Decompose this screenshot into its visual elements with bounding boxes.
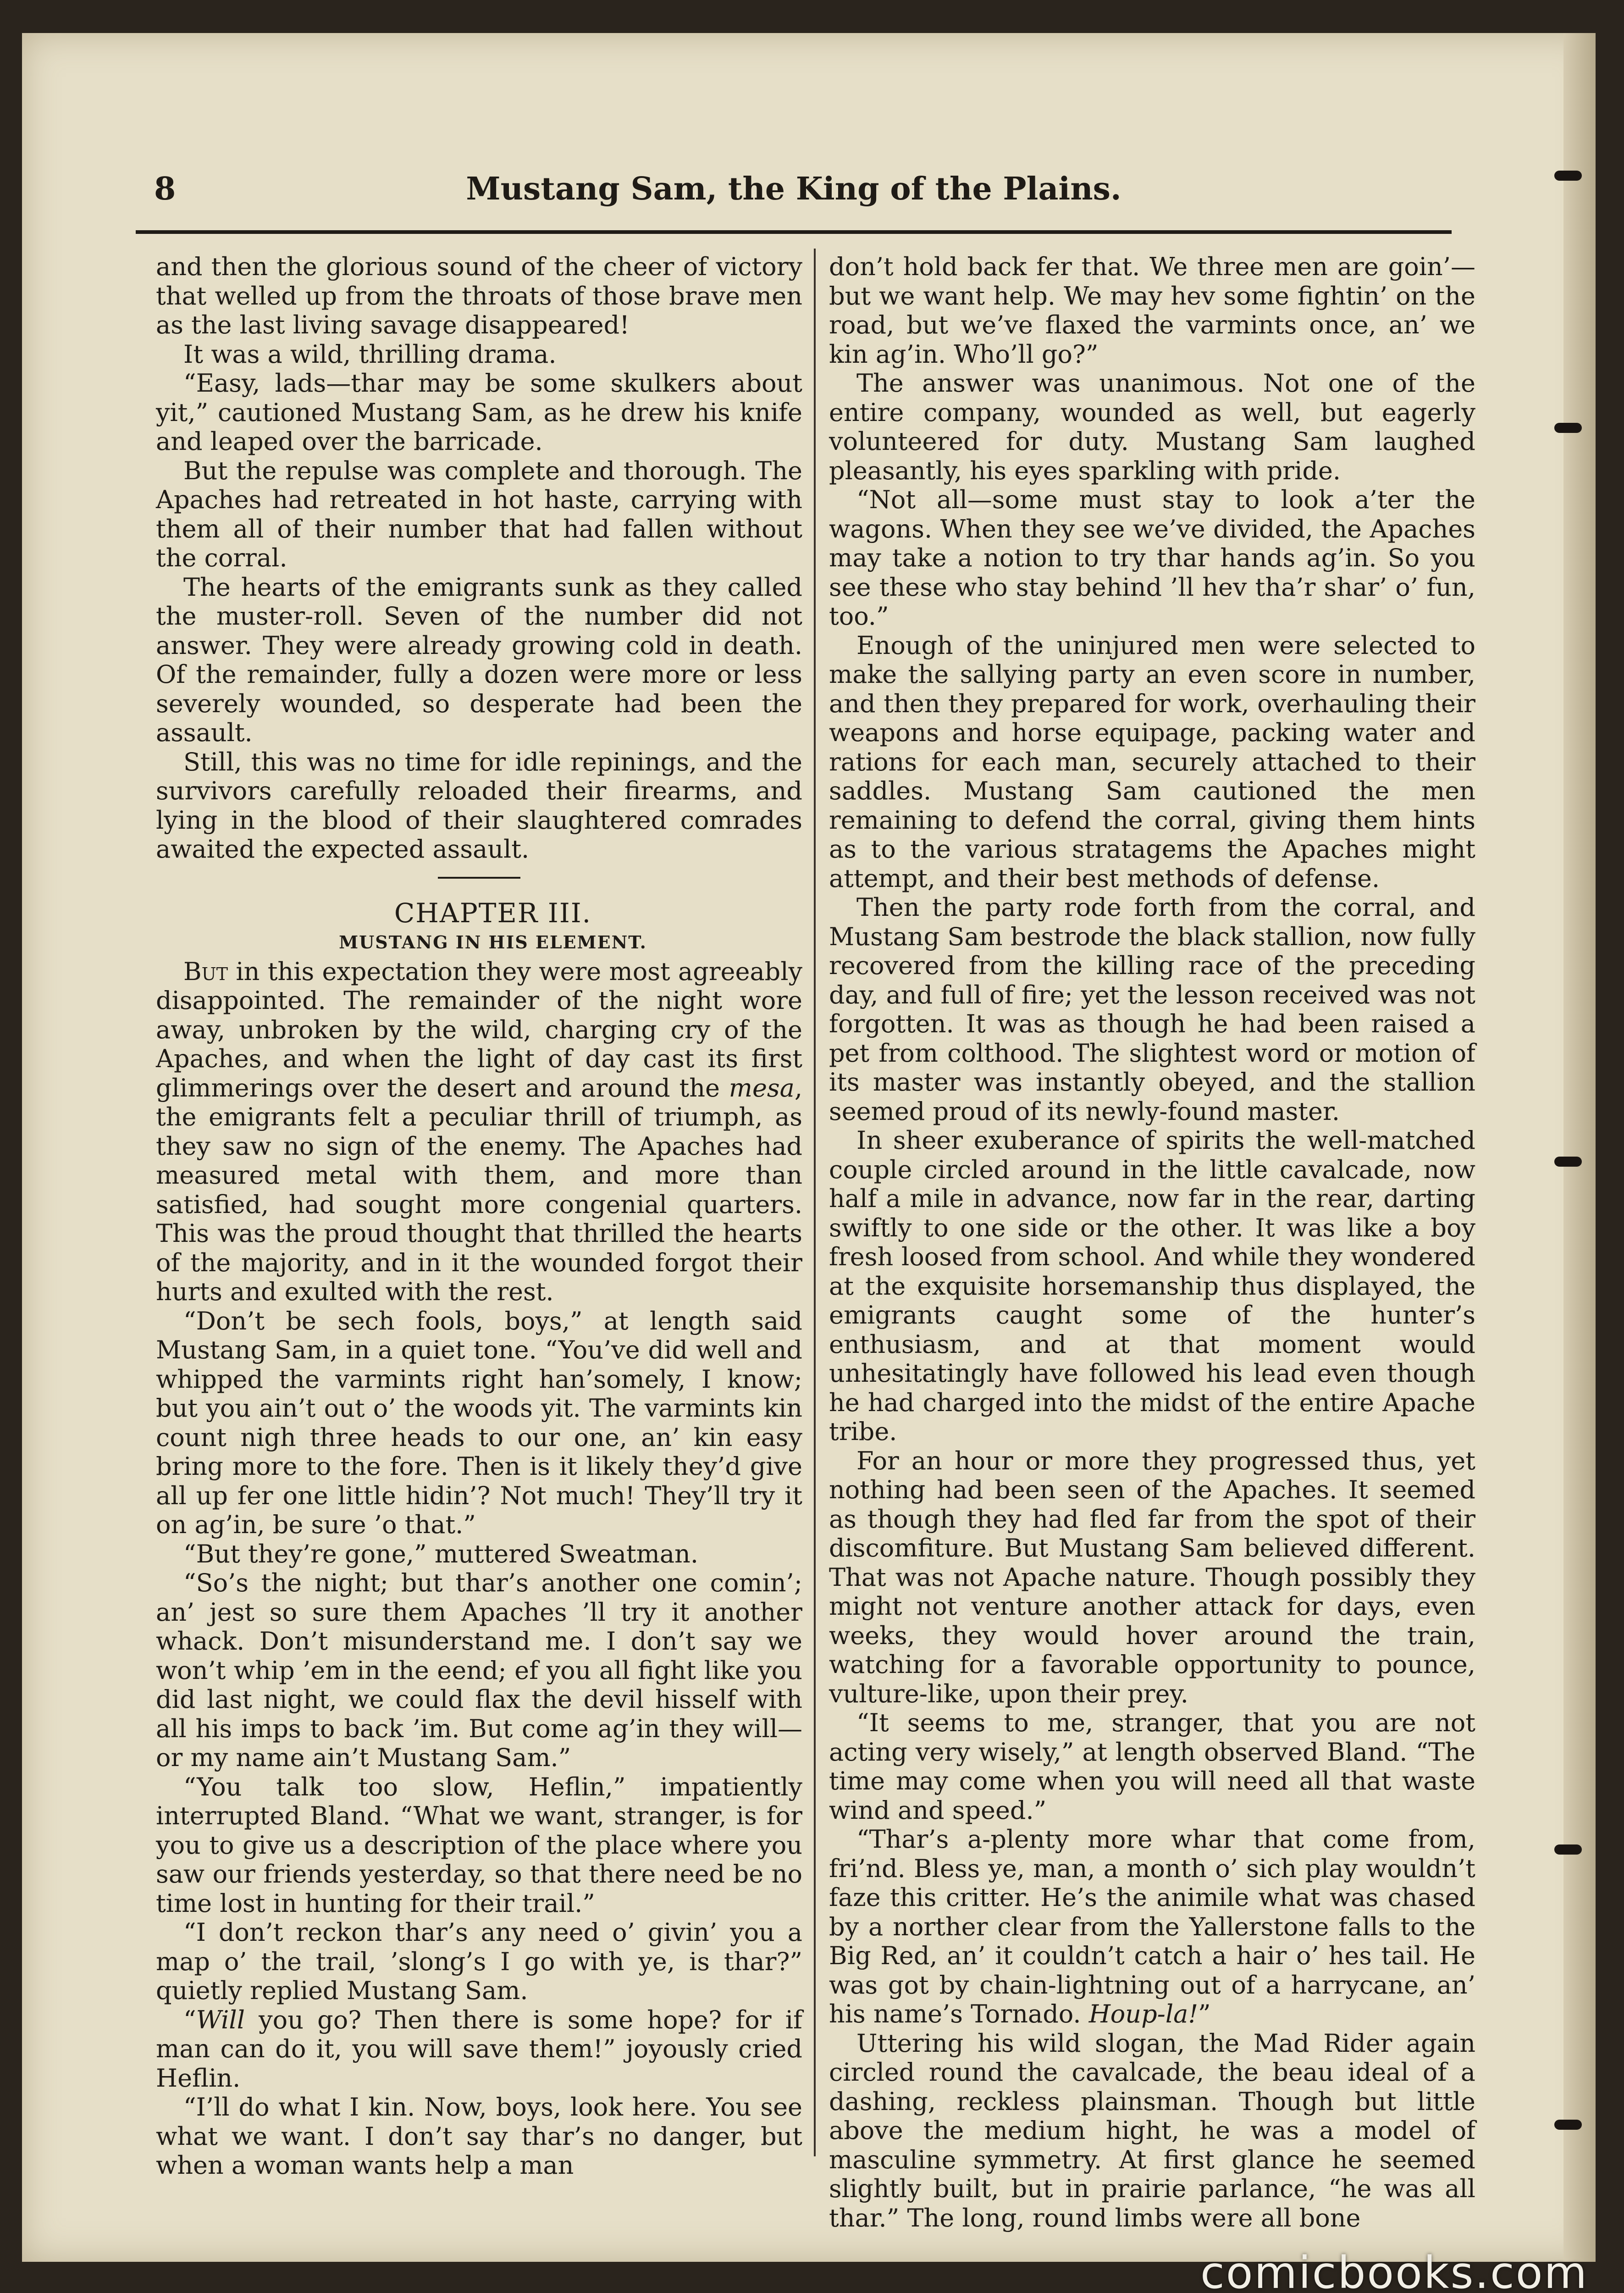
paragraph: “I’ll do what I kin. Now, boys, look here. You see what we want. I don’t say thar’s no danger, but when a woman wants help a man <box>156 2093 802 2180</box>
binding-hole-icon <box>1554 1844 1582 1855</box>
binding-hole-icon <box>1554 423 1582 433</box>
chapter-separator <box>438 877 520 879</box>
paragraph: But the repulse was complete and thorough. The Apaches had retreated in hot haste, carrying with them all of their number that had fallen without the corral. <box>156 456 802 572</box>
paragraph: “I don’t reckon thar’s any need o’ givin’ you a map o’ the trail, ’slong’s I go with ye, is thar?” quietly replied Mustang Sam. <box>156 1918 802 2005</box>
chapter-subtitle: MUSTANG IN HIS ELEMENT. <box>339 932 647 953</box>
paragraph: In sheer exuberance of spirits the well-matched couple circled around in the little cavalcade, now half a mile in advance, now far in the rear, darting swiftly to one side or the other. It was like a boy fresh loosed from school. And while they wondered at the exquisite horsemanship thus displayed, the emigrants caught some of the hunter’s enthusiasm, and at that moment would unhesitatingly have followed his lead even though he had charged into the midst of the entire Apache tribe. <box>829 1126 1475 1446</box>
italic-word: mesa <box>729 1073 795 1102</box>
paragraph: “So’s the night; but thar’s another one comin’; an’ jest so sure them Apaches ’ll try it another whack. Don’t misunderstand me. I don’t say we won’t whip ’em in the eend; ef you all fight like you did last night, we could flax the devil hisself with all his imps to back ’im. But come ag’in they will—or my name ain’t Mustang Sam.” <box>156 1568 802 1772</box>
paragraph: The answer was unanimous. Not one of the entire company, wounded as well, but eagerly volunteered for duty. Mustang Sam laughed pleasantly, his eyes sparkling with pride. <box>829 369 1475 485</box>
paragraph: “Don’t be sech fools, boys,” at length said Mustang Sam, in a quiet tone. “You’ve did well and whipped the varmints right han’somely, I know; but you ain’t out o’ the woods yit. The varmints kin count nigh three heads to our one, an’ kin easy bring more to the fore. Then is it likely they’d give all up fer one little hidin’? Not much! They’ll try it on ag’in, be sure ’o that.” <box>156 1306 802 1539</box>
paragraph: Enough of the uninjured men were selected to make the sallying party an even score in number, and then they prepared for work, overhauling their weapons and horse equipage, packing water and rations for each man, securely attached to their saddles. Mustang Sam cautioned the men remaining to defend the corral, giving them hints as to the various stratagems the Apaches might attempt, and their best methods of defense. <box>829 631 1475 893</box>
paragraph: and then the glorious sound of the cheer of victory that welled up from the throats of those brave men as the last living savage disappeared! <box>156 252 802 339</box>
left-column <box>156 252 802 2180</box>
magazine-page <box>22 33 1596 2262</box>
watermark: comicbooks.com <box>1200 2247 1588 2293</box>
paragraph: Then the party rode forth from the corral, and Mustang Sam bestrode the black stallion, now fully recovered from the killing race of the preceding day, and full of fire; yet the lesson received was not forgotten. It was as though he had been raised a pet from colthood. The slightest word or motion of its master was instantly obeyed, and the stallion seemed proud of its newly-found master. <box>829 893 1475 1126</box>
paragraph: For an hour or more they progressed thus, yet nothing had been seen of the Apaches. It seemed as though they had fled far from the spot of their discomfiture. But Mustang Sam believed different. That was not Apache nature. Though possibly they might not venture another attack for days, even weeks, they would hover around the train, watching for a favorable opportunity to pounce, vulture-like, upon their prey. <box>829 1446 1475 1708</box>
paragraph: “Will you go? Then there is some hope? for if man can do it, you will save them!” joyously cried Heflin. <box>156 2005 802 2093</box>
page-spine-edge <box>1563 33 1596 2262</box>
drop-word: But <box>183 957 228 986</box>
paragraph: Uttering his wild slogan, the Mad Rider again circled round the cavalcade, the beau ideal of a dashing, reckless plainsman. Though but little above the medium hight, he was a model of masculine symmetry. At first glance he seemed slightly built, but in prairie parlance, “he was all thar.” The long, round limbs were all bone <box>829 2028 1475 2232</box>
right-column <box>829 252 1475 2232</box>
paragraph: “But they’re gone,” muttered Sweatman. <box>183 1539 698 1568</box>
paragraph: But in this expectation they were most agreeably disappointed. The remainder of the night wore away, unbroken by the wild, charging cry of the Apaches, and when the light of day cast its first glimmerings over the desert and around the mesa, the emigrants felt a peculiar thrill of triumph, as they saw no sign of the enemy. The Apaches had measured metal with them, and more than satisfied, had sought more congenial quarters. This was the proud thought that thrilled the hearts of the majority, and in it the wounded forgot their hurts and exulted with the rest. <box>156 957 802 1306</box>
paragraph: Still, this was no time for idle repinings, and the survivors carefully reloaded their firearms, and lying in the blood of their slaughtered comrades awaited the expected assault. <box>156 747 802 864</box>
italic-word: Houp-la! <box>1088 1999 1199 2028</box>
paragraph: “You talk too slow, Heflin,” impatiently interrupted Bland. “What we want, stranger, is for you to give us a description of the place where you saw our friends yesterday, so that there need be no time lost in hunting for their trail.” <box>156 1772 802 1918</box>
binding-hole-icon <box>1554 2120 1582 2130</box>
header-rule <box>136 230 1452 234</box>
paragraph: “Easy, lads—thar may be some skulkers about yit,” cautioned Mustang Sam, as he drew his knife and leaped over the barricade. <box>156 369 802 456</box>
binding-hole-icon <box>1554 171 1582 181</box>
page-number: 8 <box>154 171 176 207</box>
paragraph: The hearts of the emigrants sunk as they called the muster-roll. Seven of the number did not answer. They were already growing cold in death. Of the remainder, fully a dozen were more or less severely wounded, so desperate had been the assault. <box>156 572 802 747</box>
chapter-title: CHAPTER III. <box>394 897 592 929</box>
paragraph: don’t hold back fer that. We three men are goin’—but we want help. We may hev some fightin’ on the road, but we’ve flaxed the varmints once, an’ we kin ag’in. Who’ll go?” <box>829 252 1475 369</box>
paragraph: It was a wild, thrilling drama. <box>183 339 557 369</box>
column-divider <box>814 249 816 2156</box>
paragraph: “Thar’s a-plenty more whar that come from, fri’nd. Bless ye, man, a month o’ sich play wouldn’t faze this critter. He’s the animile what was chased by a norther clear from the Yallerstone falls to the Big Red, an’ it couldn’t catch a hair o’ hes tail. He was got by chain-lightning out of a harrycane, an’ his name’s Tornado. Houp-la!” <box>829 1825 1475 2028</box>
page-header <box>136 171 1452 221</box>
paragraph: “Not all—some must stay to look a’ter the wagons. When they see we’ve divided, the Apaches may take a notion to try thar hands ag’in. So you see these who stay behind ’ll hev tha’r shar’ o’ fun, too.” <box>829 485 1475 631</box>
binding-hole-icon <box>1554 1157 1582 1167</box>
paragraph: “It seems to me, stranger, that you are not acting very wisely,” at length observed Bland. “The time may come when you will need all that waste wind and speed.” <box>829 1708 1475 1825</box>
running-title: Mustang Sam, the King of the Plains. <box>466 171 1121 207</box>
italic-word: Will <box>196 2005 245 2034</box>
